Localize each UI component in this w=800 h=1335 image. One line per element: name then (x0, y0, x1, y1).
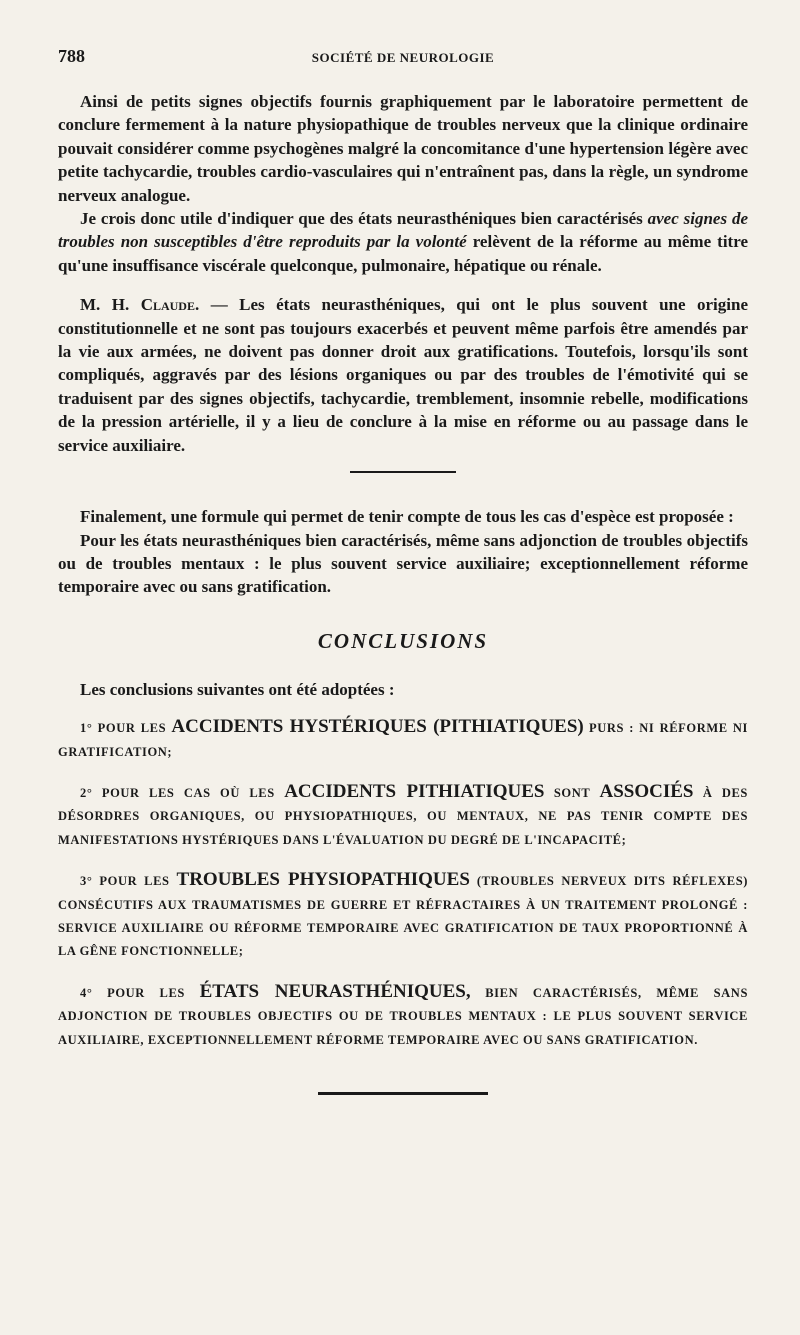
conclusion-item-2: 2° POUR LES CAS OÙ LES ACCIDENTS PITHIATIQUES SONT ASSOCIÉS À DES DÉSORDRES ORGANIQUES, OU PHYSIOPATHIQUES, OU MENTAUX, NE PAS TENIR COMPTE DES MANIFESTATIONS HYSTÉRIQUES DANS L'ÉVALUATION DU DEGRÉ DE L'INCAPACITÉ; (58, 780, 748, 847)
conclusions-intro: Les conclusions suivantes ont été adoptées : (80, 679, 395, 699)
closing-rule (318, 1092, 488, 1095)
paragraph-2-start: Je crois donc utile d'indiquer que des états neurasthéniques bien caractérisés (80, 209, 648, 229)
page-number: 788 (58, 46, 85, 66)
paragraph-5: Pour les états neurasthéniques bien caractérisés, même sans adjonction de troubles objectifs ou de troubles mentaux : le plus souvent service auxiliaire; exceptionnellement réforme temporaire avec ou sans gratification. (58, 530, 748, 597)
paragraph-2-end: relèvent de la réforme au même titre qu'une insuffisance viscérale quelconque, pulmonaire, hépatique ou rénale. (58, 232, 748, 275)
paragraph-1: Ainsi de petits signes objectifs fournis graphiquement par le laboratoire permettent de conclure fermement à la nature physiopathique de troubles nerveux que la clinique ordinaire pouvait considérer comme psychogènes malgré la concomitance d'une hypertension légère avec petite tachycardie, troubles cardio-vasculaires qui n'entraînent pas, dans la règle, un syndrome nerveux analogue. (58, 92, 748, 205)
speaker-name: M. H. Claude. (80, 295, 200, 315)
conclusion-item-4: 4° POUR LES ÉTATS NEURASTHÉNIQUES, BIEN CARACTÉRISÉS, MÊME SANS ADJONCTION DE TROUBLES OBJECTIFS OU DE TROUBLES MENTAUX : LE PLUS SOUVENT SERVICE AUXILIAIRE, EXCEPTIONNELLEMENT RÉFORME TEMPORAIRE AVEC OU SANS GRATIFICATION. (58, 980, 748, 1047)
conclusion-item-1: 1° POUR LES ACCIDENTS HYSTÉRIQUES (PITHIATIQUES) PURS : NI RÉFORME NI GRATIFICATION; (58, 716, 748, 759)
page-header (58, 46, 748, 74)
conclusions-title: CONCLUSIONS (317, 628, 489, 653)
running-head: SOCIÉTÉ DE NEUROLOGIE (311, 50, 495, 65)
paragraph-claude-text: — Les états neurasthéniques, qui ont le plus souvent une origine constitutionnelle et ne sont pas toujours exacerbés et peuvent même parfois être amendés par la vie aux armées, ne doivent pas donner droit aux gratifications. Toutefois, lorsqu'ils sont compliqués, aggravés par des lésions organiques ou par des troubles de l'émotivité qui se traduisent par des signes objectifs, tachycardie, tremblement, insomnie rebelle, modifications de la pression artérielle, il y a lieu de conclure à la mise en réforme ou au passage dans le service auxiliaire. (58, 295, 748, 455)
paragraph-2-italic: avec signes de troubles non susceptibles d'être reproduits par la volonté (58, 209, 748, 252)
paragraph-claude (58, 293, 748, 457)
conclusion-item-3: 3° POUR LES TROUBLES PHYSIOPATHIQUES (TROUBLES NERVEUX DITS RÉFLEXES) CONSÉCUTIFS AUX TRAUMATISMES DE GUERRE ET RÉFRACTAIRES À UN TRAITEMENT PROLONGÉ : SERVICE AUXILIAIRE OU RÉFORME TEMPORAIRE AVEC GRATIFICATION DE TAUX PROPORTIONNÉ À LA GÊNE FONCTIONNELLE; (58, 869, 749, 959)
paragraph-2 (58, 207, 748, 277)
paragraph-4: Finalement, une formule qui permet de tenir compte de tous les cas d'espèce est proposée : (80, 507, 734, 527)
